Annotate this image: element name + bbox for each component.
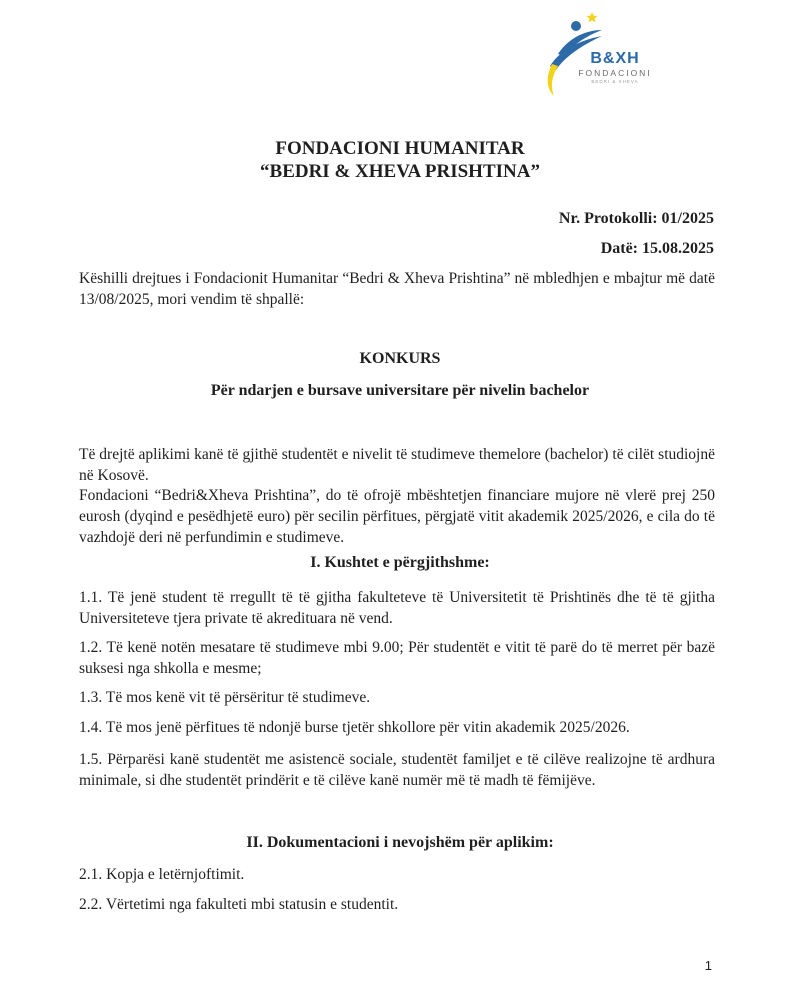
condition-item: 1.1. Të jenë student të rregullt të të gjitha fakulteteve të Universitetit të Prishtinës dhe të të gjitha Universiteteve tjera private të akredituara në vend. [79,589,715,627]
condition-item: 1.5. Përparësi kanë studentët me asistencë sociale, studentët familjet e të cilëve realizojne të ardhura minimale, si dhe studentët prindërit e të cilëve kanë numër më të madh të fëmijëve. [79,751,715,789]
funding-paragraph: Fondacioni “Bedri&Xheva Prishtina”, do të ofrojë mbështetjen financiare mujore në vlerë prej 250 eurosh (dyqind e pesëdhjetë euro) për secilin përfitues, përgjatë vitit akademik 2025/2026, e cila do të vazhdojë deri në perfundimin e studimeve. [79,487,715,546]
page-number: 1 [704,958,712,973]
eligibility-paragraph: Të drejtë aplikimi kanë të gjithë studentët e nivelit të studimeve themelore (bachelor) të cilët studiojnë në Kosovë. [79,446,715,484]
logo-abbreviation: B&XH [590,50,640,67]
condition-item: 1.3. Të mos kenë vit të përsëritur të studimeve. [79,689,371,706]
intro-paragraph: Këshilli drejtues i Fondacionit Humanitar “Bedri & Xheva Prishtina” në mbledhjen e mbajtur më datë 13/08/2025, mori vendim të shpallë: [79,270,715,308]
konkurs-title: KONKURS [359,350,441,367]
protocol-number: Nr. Protokolli: 01/2025 [558,210,714,227]
document-date: Datë: 15.08.2025 [600,240,714,257]
konkurs-subtitle: Për ndarjen e bursave universitare për nivelin bachelor [210,382,590,399]
document-title-line2: “BEDRI & XHEVA PRISHTINA” [260,161,540,182]
condition-item: 1.2. Të kenë notën mesatare të studimeve mbi 9.00; Për studentët e vitit të parë do të merret për bazë suksesi nga shkolla e mesme; [79,639,715,677]
document-item: 2.1. Kopja e letërnjoftimit. [79,866,245,883]
foundation-logo [540,6,660,98]
logo-tagline: BEDRI & XHEVA [591,79,639,84]
logo-name: FONDACIONI [578,68,652,78]
condition-item: 1.4. Të mos jenë përfitues të ndonjë burse tjetër shkollore për vitin akademik 2025/2026. [79,719,630,736]
section1-title: I. Kushtet e përgjithshme: [310,554,490,571]
document-title-line1: FONDACIONI HUMANITAR [275,138,525,159]
document-item: 2.2. Vërtetimi nga fakulteti mbi statusin e studentit. [79,896,399,913]
section2-title: II. Dokumentacioni i nevojshëm për aplikim: [246,834,554,851]
